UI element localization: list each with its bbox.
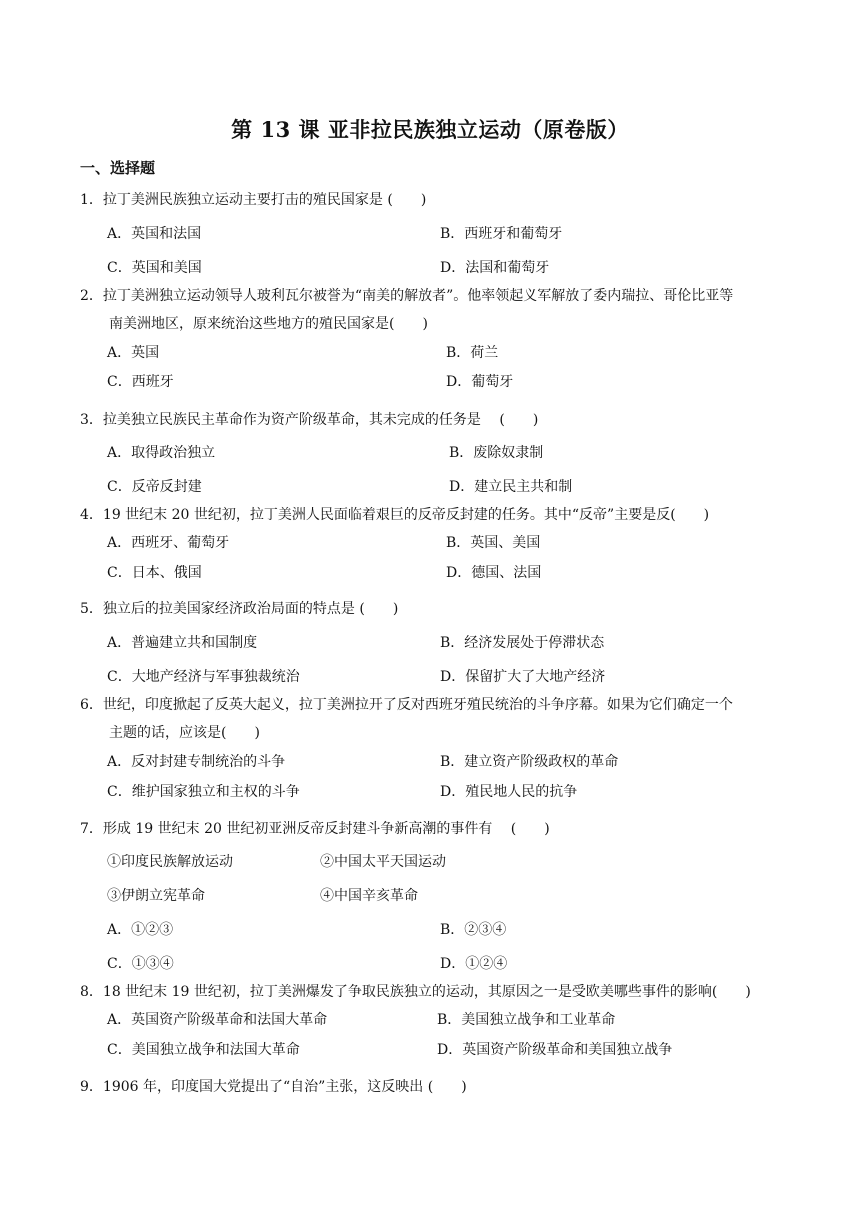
question-7-option-d: D．①②④ [440,956,508,972]
question-1-stem: 1．拉丁美洲民族独立运动主要打击的殖民国家是 ( ) [80,192,427,208]
question-8-stem: 8．18 世纪末 19 世纪初，拉丁美洲爆发了争取民族独立的运动，其原因之一是受欧美哪些事件的影响( ) [80,984,751,1000]
question-1-option-c: C．英国和美国 [107,260,202,276]
question-5-option-d: D．保留扩大了大地产经济 [440,669,606,685]
question-7-option-b: B．②③④ [440,922,507,938]
question-4-option-b: B．英国、美国 [446,535,541,551]
question-7-option-a: A．①②③ [107,922,174,938]
question-7-item-3: ③伊朗立宪革命 [107,888,205,904]
question-2-option-b: B．荷兰 [446,345,499,361]
question-1-option-a: A．英国和法国 [107,226,202,242]
question-8-option-b: B．美国独立战争和工业革命 [437,1012,616,1028]
document-title: 第 13 课 亚非拉民族独立运动（原卷版） [231,117,629,142]
question-5-stem: 5．独立后的拉美国家经济政治局面的特点是 ( ) [80,601,399,617]
question-3-option-d: D．建立民主共和制 [449,479,573,495]
question-2-stem: 2．拉丁美洲独立运动领导人玻利瓦尔被誉为“南美的解放者”。他率领起义军解放了委内瑞拉、哥伦比亚等 [80,288,734,304]
question-2-stem-cont: 南美洲地区，原来统治这些地方的殖民国家是( ) [109,316,428,332]
question-8-option-a: A．英国资产阶级革命和法国大革命 [107,1012,328,1028]
question-6-stem-cont: 主题的话，应该是( ) [109,725,260,741]
question-6-option-b: B．建立资产阶级政权的革命 [440,754,619,770]
question-6-option-a: A．反对封建专制统治的斗争 [107,754,286,770]
question-7-item-2: ②中国太平天国运动 [320,854,446,870]
question-8-option-d: D．英国资产阶级革命和美国独立战争 [437,1042,673,1058]
question-7-stem: 7．形成 19 世纪末 20 世纪初亚洲反帝反封建斗争新高潮的事件有 ( ) [80,821,550,837]
section-heading: 一、选择题 [80,159,156,177]
question-6-option-c: C．维护国家独立和主权的斗争 [107,784,300,800]
question-7-item-1: ①印度民族解放运动 [107,854,233,870]
question-3-option-b: B．废除奴隶制 [449,445,544,461]
question-4-stem: 4．19 世纪末 20 世纪初，拉丁美洲人民面临着艰巨的反帝反封建的任务。其中“反帝”主要是反( ) [80,507,710,523]
question-2-option-c: C．西班牙 [107,374,174,390]
question-4-option-a: A．西班牙、葡萄牙 [107,535,230,551]
question-7-option-c: C．①③④ [107,956,174,972]
question-6-option-d: D．殖民地人民的抗争 [440,784,578,800]
question-1-option-b: B．西班牙和葡萄牙 [440,226,563,242]
question-2-option-a: A．英国 [107,345,160,361]
question-9-stem: 9．1906 年，印度国大党提出了“自治”主张，这反映出 ( ) [80,1079,467,1095]
question-5-option-b: B．经济发展处于停滞状态 [440,635,605,651]
question-3-option-c: C．反帝反封建 [107,479,202,495]
question-2-option-d: D．葡萄牙 [446,374,514,390]
question-3-stem: 3．拉美独立民族民主革命作为资产阶级革命，其未完成的任务是 ( ) [80,412,539,428]
question-4-option-c: C．日本、俄国 [107,565,202,581]
question-8-option-c: C．美国独立战争和法国大革命 [107,1042,300,1058]
question-5-option-c: C．大地产经济与军事独裁统治 [107,669,300,685]
question-1-option-d: D．法国和葡萄牙 [440,260,550,276]
question-4-option-d: D．德国、法国 [446,565,542,581]
question-5-option-a: A．普遍建立共和国制度 [107,635,258,651]
question-6-stem: 6．世纪，印度掀起了反英大起义，拉丁美洲拉开了反对西班牙殖民统治的斗争序幕。如果为它们确定一个 [80,697,733,713]
question-3-option-a: A．取得政治独立 [107,445,216,461]
question-7-item-4: ④中国辛亥革命 [320,888,418,904]
